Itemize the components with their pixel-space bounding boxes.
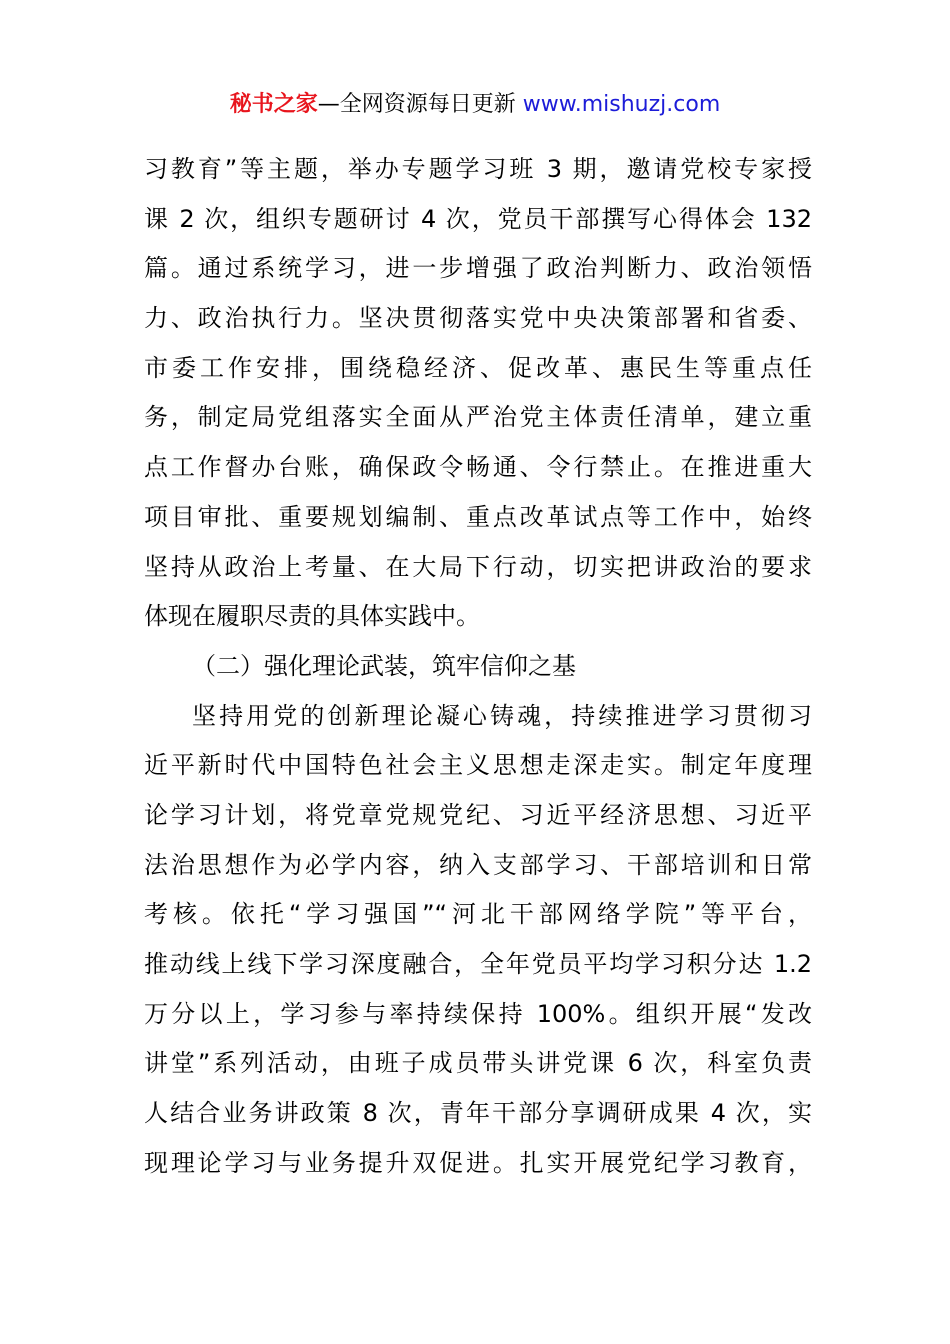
text-line-20: 人结合业务讲政策 8 次，青年干部分享调研成果 4 次，实 (144, 1099, 812, 1128)
text-line-3: 篇。通过系统学习，进一步增强了政治判断力、政治领悟 (144, 254, 812, 283)
page-header (0, 88, 950, 122)
text-line-18: 万分以上，学习参与率持续保持 100%。组织开展“发改 (144, 999, 812, 1028)
text-line-5: 市委工作安排，围绕稳经济、促改革、惠民生等重点任 (144, 353, 812, 382)
text-line-2: 课 2 次，组织专题研讨 4 次，党员干部撰写心得体会 132 (144, 204, 812, 233)
text-line-6: 务，制定局党组落实全面从严治党主体责任清单，建立重 (144, 403, 812, 432)
text-line-7: 点工作督办台账，确保政令畅通、令行禁止。在推进重大 (144, 453, 812, 482)
text-line-15: 法治思想作为必学内容，纳入支部学习、干部培训和日常 (144, 850, 812, 879)
text-line-17: 推动线上线下学习深度融合，全年党员平均学习积分达 1.2 (144, 950, 812, 978)
text-line-10: 体现在履职尽责的具体实践中。 (144, 602, 480, 631)
header-tagline: —全网资源每日更新 (317, 92, 523, 117)
text-line-13: 近平新时代中国特色社会主义思想走深走实。制定年度理 (144, 751, 812, 780)
text-line-8: 项目审批、重要规划编制、重点改革试点等工作中，始终 (144, 502, 812, 531)
text-line-19: 讲堂”系列活动，由班子成员带头讲党课 6 次，科室负责 (144, 1049, 812, 1078)
text-line-1: 习教育”等主题，举办专题学习班 3 期，邀请党校专家授 (144, 155, 812, 183)
header-url-link[interactable]: www.mishuzj.com (522, 92, 721, 117)
header-brand: 秘书之家 (229, 92, 318, 117)
text-line-12: 坚持用党的创新理论凝心铸魂，持续推进学习贯彻习 (192, 701, 812, 730)
text-line-16: 考核。依托“学习强国”“河北干部网络学院”等平台， (144, 900, 812, 929)
section-heading: （二）强化理论武装，筑牢信仰之基 (192, 651, 576, 680)
text-line-9: 坚持从政治上考量、在大局下行动，切实把讲政治的要求 (144, 552, 812, 581)
text-line-4: 力、政治执行力。坚决贯彻落实党中央决策部署和省委、 (144, 304, 812, 333)
document-body (144, 145, 812, 1188)
text-line-21: 现理论学习与业务提升双促进。扎实开展党纪学习教育， (144, 1148, 812, 1177)
text-line-14: 论学习计划，将党章党规党纪、习近平经济思想、习近平 (144, 800, 812, 829)
